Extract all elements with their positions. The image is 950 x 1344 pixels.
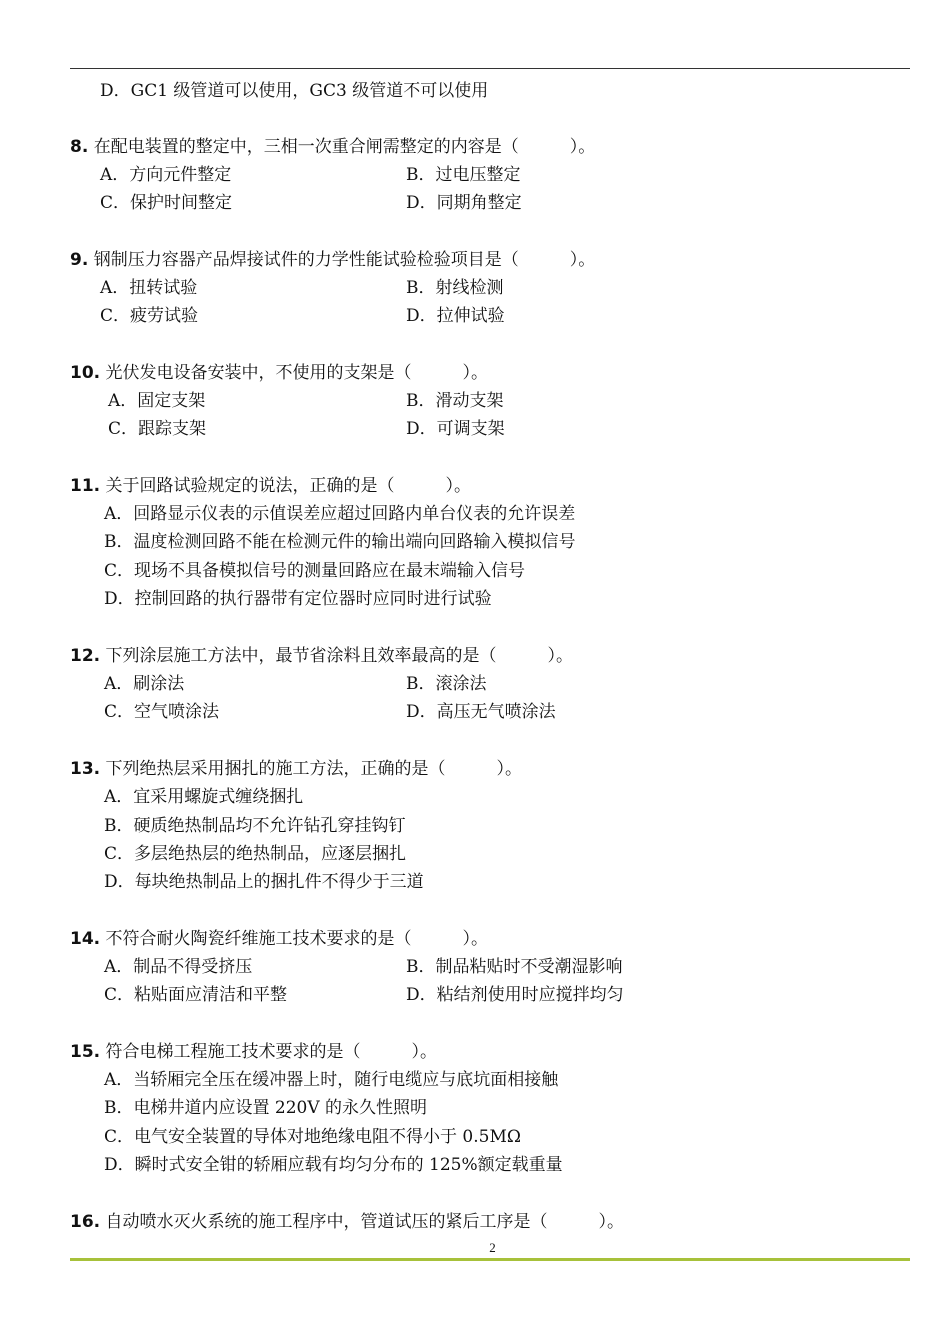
- previous-option-d: D．GC1 级管道可以使用，GC3 级管道不可以使用: [100, 81, 489, 101]
- question-stem: [70, 136, 595, 158]
- option-d: D．拉伸试验: [406, 306, 505, 326]
- question-number: 12.: [70, 646, 101, 666]
- option-b: B．硬质绝热制品均不允许钻孔穿挂钩钉: [104, 816, 406, 836]
- option-d: D．可调支架: [406, 419, 505, 439]
- option-d: D．同期角整定: [406, 193, 522, 213]
- question-number: 13.: [70, 759, 101, 779]
- option-c: C．多层绝热层的绝热制品，应逐层捆扎: [104, 844, 407, 864]
- option-a: A．固定支架: [108, 391, 206, 411]
- option-c: C．空气喷涂法: [104, 702, 220, 722]
- question-text: 钢制压力容器产品焊接试件的力学性能试验检验项目是（ ）。: [93, 250, 596, 270]
- option-a: A．扭转试验: [100, 278, 198, 298]
- question-text: 下列涂层施工方法中，最节省涂料且效率最高的是（ ）。: [105, 646, 574, 666]
- option-c: C．保护时间整定: [100, 193, 233, 213]
- option-c: C．跟踪支架: [108, 419, 207, 439]
- option-b: B．滚涂法: [406, 674, 487, 694]
- question-text: 关于回路试验规定的说法，正确的是（ ）。: [105, 476, 472, 496]
- option-b: B．温度检测回路不能在检测元件的输出端向回路输入模拟信号: [104, 532, 576, 552]
- question-number: 16.: [70, 1212, 101, 1232]
- option-d: D．控制回路的执行器带有定位器时应同时进行试验: [104, 589, 492, 609]
- header-rule: [70, 68, 910, 69]
- option-c: C．粘贴面应清洁和平整: [104, 985, 288, 1005]
- option-c: C．现场不具备模拟信号的测量回路应在最末端输入信号: [104, 561, 526, 581]
- question-text: 下列绝热层采用捆扎的施工方法，正确的是（ ）。: [105, 759, 523, 779]
- footer-rule: [70, 1258, 910, 1261]
- option-c: C．疲劳试验: [100, 306, 199, 326]
- question-stem: [70, 1041, 437, 1063]
- question-stem: [70, 928, 488, 950]
- question-text: 不符合耐火陶瓷纤维施工技术要求的是（ ）。: [105, 929, 489, 949]
- question-text: 符合电梯工程施工技术要求的是（ ）。: [105, 1042, 438, 1062]
- question-text: 光伏发电设备安装中，不使用的支架是（ ）。: [105, 363, 489, 383]
- option-b: B．过电压整定: [406, 165, 521, 185]
- question-stem: [70, 362, 488, 384]
- option-b: B．制品粘贴时不受潮湿影响: [406, 957, 623, 977]
- option-a: A．回路显示仪表的示值误差应超过回路内单台仪表的允许误差: [104, 504, 576, 524]
- question-number: 9.: [70, 250, 89, 270]
- option-d: D．每块绝热制品上的捆扎件不得少于三道: [104, 872, 424, 892]
- question-stem: [70, 249, 595, 271]
- option-a: A．制品不得受挤压: [104, 957, 253, 977]
- question-stem: [70, 1211, 624, 1233]
- option-a: A．宜采用螺旋式缠绕捆扎: [104, 787, 304, 807]
- question-number: 8.: [70, 137, 89, 157]
- question-number: 15.: [70, 1042, 101, 1062]
- question-stem: [70, 475, 471, 497]
- question-text: 在配电装置的整定中，三相一次重合闸需整定的内容是（ ）。: [93, 137, 596, 157]
- option-b: B．滑动支架: [406, 391, 504, 411]
- option-d: D．高压无气喷涂法: [406, 702, 556, 722]
- option-a: A．方向元件整定: [100, 165, 232, 185]
- question-text: 自动喷水灭火系统的施工程序中，管道试压的紧后工序是（ ）。: [105, 1212, 625, 1232]
- page-number: 2: [489, 1240, 496, 1255]
- option-d: D．瞬时式安全钳的轿厢应载有均匀分布的 125%额定载重量: [104, 1155, 563, 1175]
- question-number: 10.: [70, 363, 101, 383]
- option-a: A．刷涂法: [104, 674, 185, 694]
- option-d: D．粘结剂使用时应搅拌均匀: [406, 985, 624, 1005]
- option-c: C．电气安全装置的导体对地绝缘电阻不得小于 0.5MΩ: [104, 1127, 521, 1147]
- option-b: B．射线检测: [406, 278, 504, 298]
- question-stem: [70, 645, 573, 667]
- question-stem: [70, 758, 522, 780]
- question-number: 11.: [70, 476, 101, 496]
- option-a: A．当轿厢完全压在缓冲器上时，随行电缆应与底坑面相接触: [104, 1070, 559, 1090]
- option-b: B．电梯井道内应设置 220V 的永久性照明: [104, 1098, 428, 1118]
- question-number: 14.: [70, 929, 101, 949]
